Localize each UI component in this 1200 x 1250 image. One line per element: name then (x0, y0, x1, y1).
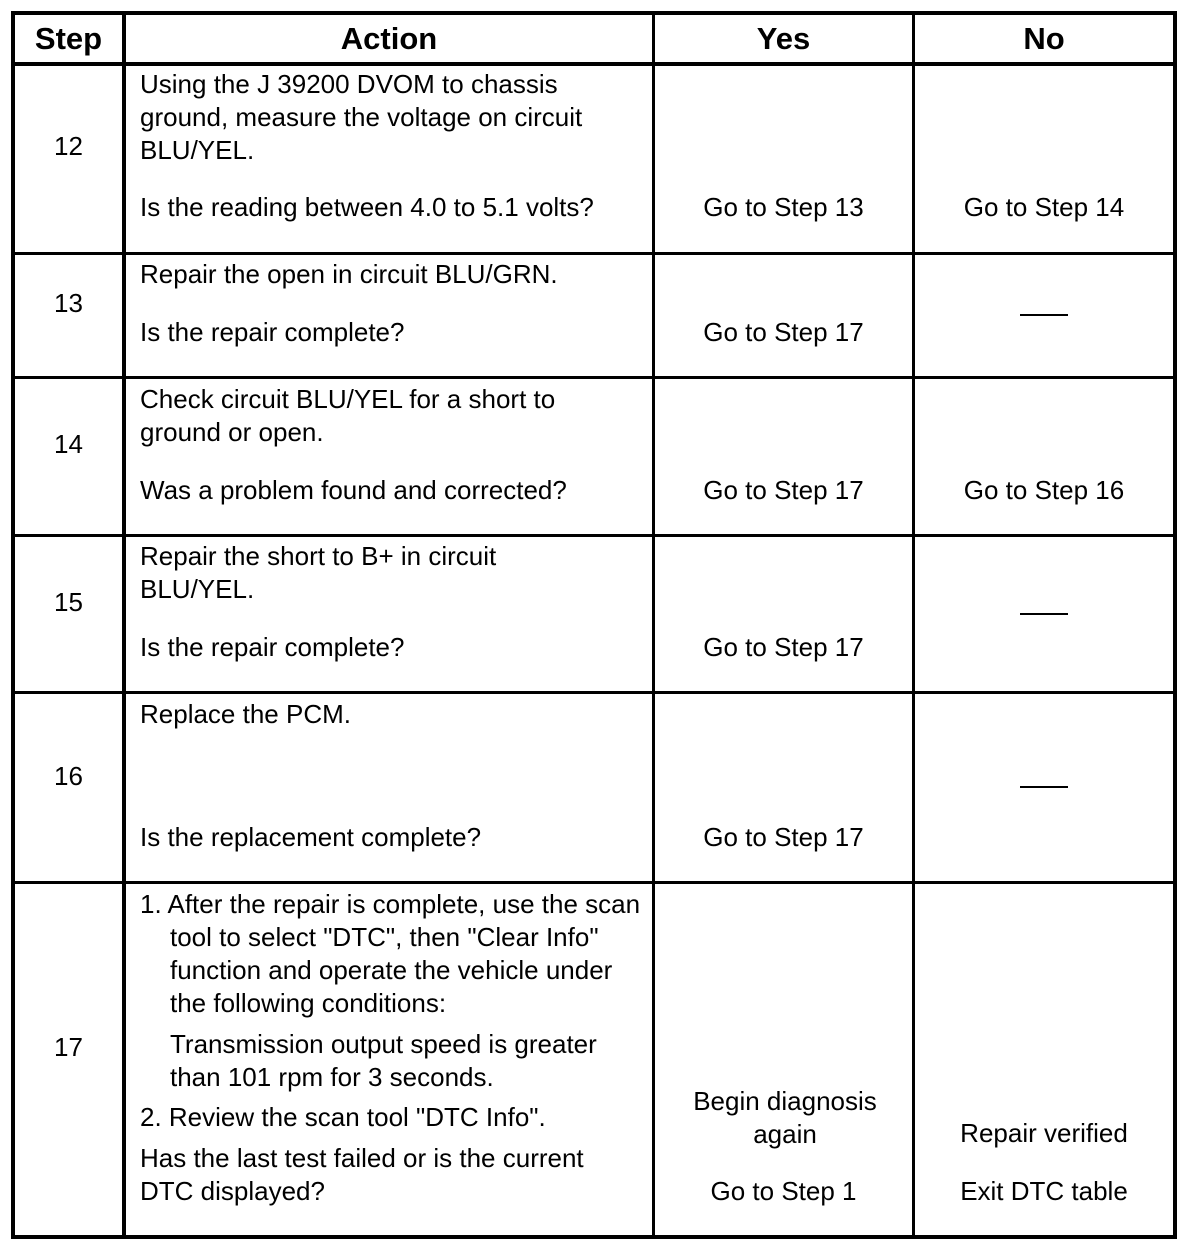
row-divider (11, 252, 1177, 255)
header-no: No (1023, 20, 1065, 56)
header-step: Step (34, 20, 103, 56)
row-divider (11, 376, 1177, 379)
no-result: Repair verified (960, 1118, 1128, 1148)
step-number: 17 (54, 1031, 83, 1062)
action-question: Is the repair complete? (140, 632, 405, 662)
border-right (1173, 11, 1177, 1239)
no-result: Go to Step 14 (963, 192, 1125, 222)
action-text: Check circuit BLU/YEL for a short to ground or open. (140, 384, 556, 447)
yes-result: Go to Step 17 (703, 475, 864, 505)
yes-result: Begin diagnosis again (693, 1086, 877, 1149)
yes-result: Go to Step 17 (703, 317, 864, 347)
row-divider (11, 534, 1177, 537)
no-result-dash (1020, 314, 1068, 316)
yes-result: Go to Step 13 (703, 192, 864, 222)
no-result-dash (1020, 613, 1068, 615)
col-divider (122, 11, 126, 1239)
row-divider (11, 62, 1177, 66)
action-text: Repair the open in circuit BLU/GRN. (140, 259, 558, 289)
header-yes: Yes (756, 20, 811, 56)
yes-result-goto: Go to Step 1 (710, 1176, 857, 1206)
action-question: Was a problem found and corrected? (140, 475, 567, 505)
action-question: Is the reading between 4.0 to 5.1 volts? (140, 192, 594, 222)
action-step-2: 2. Review the scan tool "DTC Info". (140, 1102, 546, 1132)
step-number: 12 (54, 130, 83, 161)
yes-result: Go to Step 17 (703, 822, 864, 852)
no-result-exit: Exit DTC table (960, 1176, 1128, 1206)
action-text: Replace the PCM. (140, 699, 351, 729)
step-number: 16 (54, 760, 83, 791)
no-result: Go to Step 16 (963, 475, 1125, 505)
yes-result: Go to Step 17 (703, 632, 864, 662)
action-question: Is the repair complete? (140, 317, 405, 347)
action-question: Is the replacement complete? (140, 822, 482, 852)
action-step-1: 1. After the repair is complete, use the scan tool to select "DTC", then "Clear Info" function and operate the vehicle under the following conditions: (140, 889, 641, 1018)
header-action: Action (340, 20, 438, 56)
action-text: Using the J 39200 DVOM to chassis ground, measure the voltage on circuit BLU/YEL. (140, 69, 583, 165)
border-bottom (11, 1235, 1177, 1239)
action-text: Repair the short to B+ in circuit BLU/YEL. (140, 541, 497, 604)
row-divider (11, 881, 1177, 884)
row-divider (11, 691, 1177, 694)
step-number: 13 (54, 287, 83, 318)
step-number: 14 (54, 428, 83, 459)
action-condition: Transmission output speed is greater than 101 rpm for 3 seconds. (170, 1029, 597, 1092)
step-number: 15 (54, 586, 83, 617)
action-question: Has the last test failed or is the current DTC displayed? (140, 1143, 584, 1206)
no-result-dash (1020, 786, 1068, 788)
